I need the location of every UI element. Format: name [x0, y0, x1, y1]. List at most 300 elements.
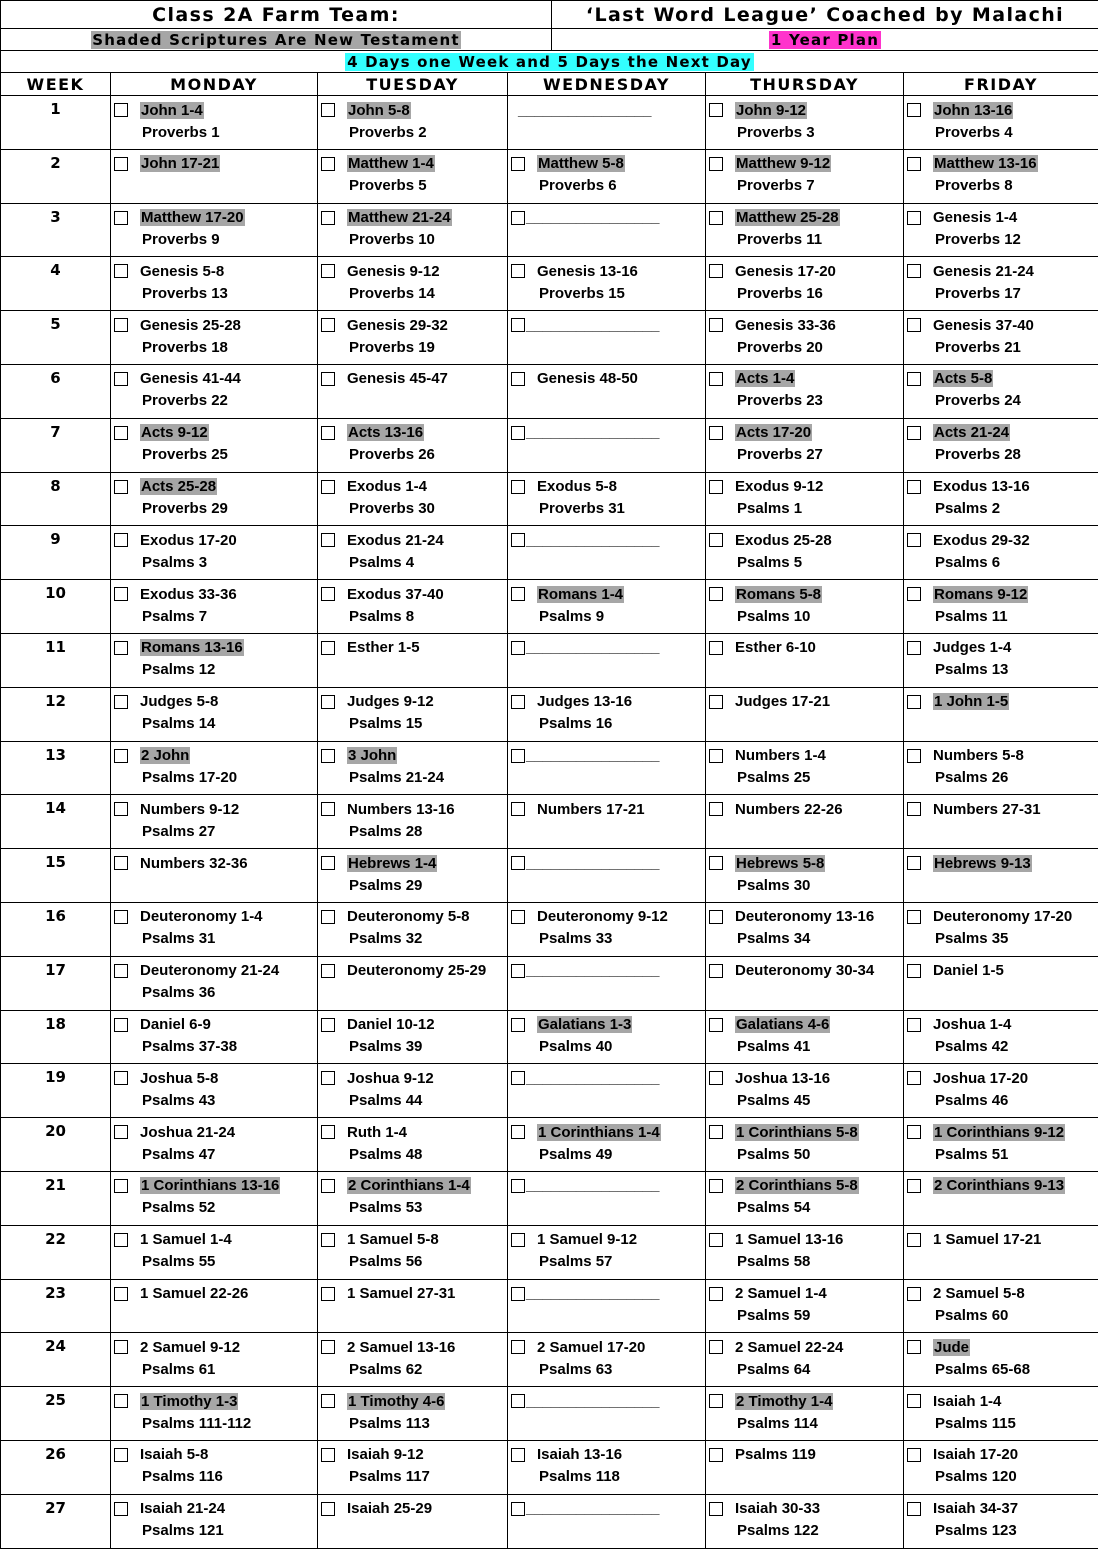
wisdom-reading: Proverbs 8: [904, 175, 1098, 197]
reading-checkbox[interactable]: [907, 1502, 921, 1516]
scripture-reading: Isaiah 17-20: [933, 1446, 1018, 1463]
scripture-reading: Esther 1-5: [347, 639, 420, 656]
col-week: WEEK: [1, 73, 111, 96]
reading-checkbox[interactable]: [907, 641, 921, 655]
reading-checkbox[interactable]: [511, 802, 525, 816]
day-cell: [904, 472, 1098, 526]
wisdom-reading: [111, 874, 317, 896]
scripture-reading: Daniel 1-5: [933, 962, 1004, 979]
week-number: 16: [1, 902, 111, 956]
day-cell: [318, 902, 508, 956]
scripture-reading: 2 John: [140, 747, 190, 764]
reading-checkbox[interactable]: [321, 1448, 335, 1462]
reading-checkbox[interactable]: [709, 1018, 723, 1032]
wisdom-reading: Psalms 12: [111, 659, 317, 681]
scripture-reading: Genesis 17-20: [735, 263, 836, 280]
wisdom-reading: Psalms 15: [318, 713, 507, 735]
scripture-reading: Daniel 6-9: [140, 1016, 211, 1033]
reading-checkbox[interactable]: [114, 1233, 128, 1247]
reading-checkbox[interactable]: [511, 480, 525, 494]
wisdom-reading: Psalms 117: [318, 1466, 507, 1488]
reading-checkbox[interactable]: [907, 426, 921, 440]
reading-checkbox[interactable]: [511, 856, 525, 870]
reading-checkbox[interactable]: [114, 695, 128, 709]
reading-checkbox[interactable]: [321, 910, 335, 924]
scripture-reading: Joshua 21-24: [140, 1124, 235, 1141]
reading-checkbox[interactable]: [114, 157, 128, 171]
reading-checkbox[interactable]: [321, 1233, 335, 1247]
wisdom-reading: Psalms 116: [111, 1466, 317, 1488]
wisdom-reading: Psalms 62: [318, 1358, 507, 1380]
scripture-reading: Isaiah 25-29: [347, 1500, 432, 1517]
reading-checkbox[interactable]: [114, 103, 128, 117]
reading-checkbox[interactable]: [907, 802, 921, 816]
reading-checkbox[interactable]: [709, 1287, 723, 1301]
wisdom-reading: Proverbs 24: [904, 390, 1098, 412]
reading-checkbox[interactable]: [321, 856, 335, 870]
no-reading-line: ________________: [526, 532, 659, 549]
reading-checkbox[interactable]: [114, 264, 128, 278]
reading-checkbox[interactable]: [511, 1448, 525, 1462]
reading-checkbox[interactable]: [114, 1287, 128, 1301]
day-cell: [111, 1064, 318, 1118]
scripture-reading: 2 Samuel 5-8: [933, 1285, 1025, 1302]
scripture-reading: Galatians 1-3: [537, 1016, 632, 1033]
reading-checkbox[interactable]: [114, 1502, 128, 1516]
day-cell: [111, 633, 318, 687]
wisdom-reading: Psalms 53: [318, 1197, 507, 1219]
day-cell: [318, 364, 508, 418]
scripture-reading: Isaiah 5-8: [140, 1446, 208, 1463]
reading-checkbox[interactable]: [511, 1018, 525, 1032]
reading-checkbox[interactable]: [321, 264, 335, 278]
reading-checkbox[interactable]: [511, 1179, 525, 1193]
wisdom-reading: Proverbs 14: [318, 282, 507, 304]
reading-checkbox[interactable]: [511, 910, 525, 924]
wisdom-reading: Proverbs 10: [318, 229, 507, 251]
schedule-body: [1, 96, 1098, 1549]
week-number: 4: [1, 257, 111, 311]
reading-checkbox[interactable]: [114, 318, 128, 332]
no-reading-line: ________________: [526, 424, 659, 441]
reading-checkbox[interactable]: [321, 1287, 335, 1301]
reading-checkbox[interactable]: [709, 318, 723, 332]
day-cell: [706, 1333, 904, 1387]
reading-checkbox[interactable]: [907, 1179, 921, 1193]
scripture-reading: Matthew 25-28: [735, 209, 840, 226]
day-cell: [318, 633, 508, 687]
reading-checkbox[interactable]: [321, 480, 335, 494]
reading-checkbox[interactable]: [321, 426, 335, 440]
wisdom-reading: Proverbs 9: [111, 229, 317, 251]
reading-checkbox[interactable]: [321, 695, 335, 709]
reading-checkbox[interactable]: [114, 1125, 128, 1139]
scripture-reading: Matthew 5-8: [537, 155, 625, 172]
scripture-reading: Genesis 13-16: [537, 263, 638, 280]
reading-checkbox[interactable]: [114, 426, 128, 440]
reading-checkbox[interactable]: [709, 372, 723, 386]
wisdom-reading: Psalms 47: [111, 1143, 317, 1165]
reading-checkbox[interactable]: [321, 802, 335, 816]
reading-checkbox[interactable]: [511, 964, 525, 978]
reading-checkbox[interactable]: [709, 641, 723, 655]
wisdom-reading: [508, 390, 705, 412]
reading-checkbox[interactable]: [321, 749, 335, 763]
wisdom-reading: Proverbs 13: [111, 282, 317, 304]
reading-checkbox[interactable]: [114, 1071, 128, 1085]
reading-checkbox[interactable]: [511, 1071, 525, 1085]
wisdom-reading: Psalms 21-24: [318, 767, 507, 789]
reading-checkbox[interactable]: [709, 695, 723, 709]
reading-checkbox[interactable]: [709, 211, 723, 225]
reading-checkbox[interactable]: [709, 1502, 723, 1516]
scripture-reading: Deuteronomy 25-29: [347, 962, 486, 979]
week-row: [1, 1494, 1098, 1548]
reading-checkbox[interactable]: [321, 1340, 335, 1354]
scripture-reading: Numbers 1-4: [735, 747, 826, 764]
col-monday: MONDAY: [111, 73, 318, 96]
week-row: [1, 1387, 1098, 1441]
day-cell: [706, 257, 904, 311]
wisdom-reading: Proverbs 27: [706, 444, 903, 466]
scripture-reading: Ruth 1-4: [347, 1124, 407, 1141]
reading-checkbox[interactable]: [114, 1448, 128, 1462]
reading-checkbox[interactable]: [114, 641, 128, 655]
reading-checkbox[interactable]: [709, 1394, 723, 1408]
wisdom-reading: [706, 1466, 903, 1488]
wisdom-reading: Proverbs 30: [318, 498, 507, 520]
reading-checkbox[interactable]: [709, 157, 723, 171]
scripture-reading: Romans 9-12: [933, 586, 1028, 603]
day-cell: [706, 472, 904, 526]
col-wednesday: WEDNESDAY: [508, 73, 706, 96]
wisdom-reading: Psalms 11: [904, 605, 1098, 627]
scripture-reading: Genesis 25-28: [140, 317, 241, 334]
no-reading-line: ________________: [526, 1070, 659, 1087]
wisdom-reading: [706, 820, 903, 842]
reading-checkbox[interactable]: [321, 372, 335, 386]
scripture-reading: Exodus 1-4: [347, 478, 427, 495]
reading-checkbox[interactable]: [511, 1287, 525, 1301]
reading-checkbox[interactable]: [321, 1179, 335, 1193]
reading-checkbox[interactable]: [511, 1233, 525, 1247]
reading-checkbox[interactable]: [709, 1125, 723, 1139]
reading-checkbox[interactable]: [709, 480, 723, 494]
wisdom-reading: Psalms 49: [508, 1143, 705, 1165]
reading-checkbox[interactable]: [114, 1340, 128, 1354]
scripture-reading: Psalms 119: [735, 1446, 816, 1463]
day-cell: [111, 257, 318, 311]
wisdom-reading: Psalms 120: [904, 1466, 1098, 1488]
reading-checkbox[interactable]: [907, 1018, 921, 1032]
reading-checkbox[interactable]: [511, 264, 525, 278]
reading-checkbox[interactable]: [907, 1448, 921, 1462]
wisdom-reading: [904, 1197, 1098, 1219]
reading-checkbox[interactable]: [511, 372, 525, 386]
scripture-reading: Judges 13-16: [537, 693, 632, 710]
day-cell: [904, 633, 1098, 687]
day-cell: [111, 418, 318, 472]
day-cell: [318, 1333, 508, 1387]
reading-checkbox[interactable]: [907, 372, 921, 386]
reading-checkbox[interactable]: [321, 1071, 335, 1085]
reading-checkbox[interactable]: [511, 641, 525, 655]
day-cell: [706, 633, 904, 687]
reading-checkbox[interactable]: [907, 1394, 921, 1408]
reading-checkbox[interactable]: [709, 264, 723, 278]
reading-checkbox[interactable]: [114, 1179, 128, 1193]
reading-checkbox[interactable]: [511, 1394, 525, 1408]
wisdom-reading: Psalms 59: [706, 1305, 903, 1327]
reading-checkbox[interactable]: [907, 264, 921, 278]
reading-checkbox[interactable]: [511, 1502, 525, 1516]
wisdom-reading: Psalms 31: [111, 928, 317, 950]
day-cell: [904, 203, 1098, 257]
day-cell: [318, 1118, 508, 1172]
reading-checkbox[interactable]: [511, 1125, 525, 1139]
reading-checkbox[interactable]: [907, 1340, 921, 1354]
reading-checkbox[interactable]: [907, 856, 921, 870]
scripture-reading: John 9-12: [735, 102, 807, 119]
day-cell: [508, 1171, 706, 1225]
scripture-reading: 1 Corinthians 5-8: [735, 1124, 859, 1141]
scripture-reading: Acts 9-12: [140, 424, 209, 441]
scripture-reading: Exodus 33-36: [140, 586, 237, 603]
day-cell: [111, 526, 318, 580]
reading-checkbox[interactable]: [709, 1233, 723, 1247]
scripture-reading: Romans 1-4: [537, 586, 624, 603]
scripture-reading: 1 Samuel 1-4: [140, 1231, 232, 1248]
wisdom-reading: Psalms 10: [706, 605, 903, 627]
day-cell: [706, 1064, 904, 1118]
reading-checkbox[interactable]: [511, 587, 525, 601]
scripture-reading: Genesis 33-36: [735, 317, 836, 334]
scripture-reading: Deuteronomy 30-34: [735, 962, 874, 979]
wisdom-reading: Proverbs 11: [706, 229, 903, 251]
reading-checkbox[interactable]: [321, 587, 335, 601]
scripture-reading: 2 Samuel 22-24: [735, 1339, 843, 1356]
scripture-reading: Judges 1-4: [933, 639, 1011, 656]
reading-checkbox[interactable]: [114, 1394, 128, 1408]
wisdom-reading: [904, 874, 1098, 896]
reading-checkbox[interactable]: [907, 211, 921, 225]
wisdom-reading: Proverbs 5: [318, 175, 507, 197]
reading-checkbox[interactable]: [709, 802, 723, 816]
reading-checkbox[interactable]: [511, 1340, 525, 1354]
reading-checkbox[interactable]: [114, 749, 128, 763]
reading-checkbox[interactable]: [321, 1125, 335, 1139]
scripture-reading: Acts 5-8: [933, 370, 993, 387]
scripture-reading: Isaiah 30-33: [735, 1500, 820, 1517]
reading-checkbox[interactable]: [907, 1287, 921, 1301]
reading-checkbox[interactable]: [511, 211, 525, 225]
reading-checkbox[interactable]: [321, 533, 335, 547]
day-cell: [111, 364, 318, 418]
week-row: [1, 1279, 1098, 1333]
reading-checkbox[interactable]: [114, 1018, 128, 1032]
day-cell: [111, 956, 318, 1010]
day-cell: [508, 1494, 706, 1548]
reading-checkbox[interactable]: [321, 641, 335, 655]
reading-checkbox[interactable]: [709, 587, 723, 601]
day-cell: [706, 526, 904, 580]
reading-checkbox[interactable]: [907, 695, 921, 709]
wisdom-reading: Psalms 7: [111, 605, 317, 627]
reading-checkbox[interactable]: [907, 103, 921, 117]
week-row: [1, 633, 1098, 687]
reading-checkbox[interactable]: [114, 964, 128, 978]
wisdom-reading: Psalms 35: [904, 928, 1098, 950]
reading-checkbox[interactable]: [321, 157, 335, 171]
scripture-reading: 1 Samuel 22-26: [140, 1285, 248, 1302]
reading-checkbox[interactable]: [907, 964, 921, 978]
reading-checkbox[interactable]: [321, 318, 335, 332]
wisdom-reading: Psalms 39: [318, 1036, 507, 1058]
reading-checkbox[interactable]: [907, 1071, 921, 1085]
wisdom-reading: Psalms 55: [111, 1251, 317, 1273]
scripture-reading: Deuteronomy 1-4: [140, 908, 263, 925]
day-cell: [904, 956, 1098, 1010]
day-cell: [706, 956, 904, 1010]
reading-checkbox[interactable]: [114, 802, 128, 816]
reading-checkbox[interactable]: [709, 856, 723, 870]
day-cell: [706, 795, 904, 849]
reading-checkbox[interactable]: [321, 964, 335, 978]
reading-checkbox[interactable]: [511, 157, 525, 171]
reading-checkbox[interactable]: [114, 587, 128, 601]
reading-checkbox[interactable]: [511, 749, 525, 763]
week-row: [1, 149, 1098, 203]
reading-checkbox[interactable]: [709, 1071, 723, 1085]
reading-checkbox[interactable]: [114, 910, 128, 924]
reading-checkbox[interactable]: [114, 211, 128, 225]
reading-checkbox[interactable]: [907, 749, 921, 763]
day-cell: [318, 956, 508, 1010]
wisdom-reading: Psalms 61: [111, 1358, 317, 1380]
day-cell: [706, 311, 904, 365]
reading-checkbox[interactable]: [709, 1340, 723, 1354]
reading-checkbox[interactable]: [321, 211, 335, 225]
wisdom-reading: Proverbs 31: [508, 498, 705, 520]
reading-checkbox[interactable]: [709, 426, 723, 440]
wisdom-reading: Psalms 60: [904, 1305, 1098, 1327]
week-number: 22: [1, 1225, 111, 1279]
week-row: [1, 472, 1098, 526]
scripture-reading: 1 John 1-5: [933, 693, 1009, 710]
reading-checkbox[interactable]: [511, 695, 525, 709]
reading-schedule: [0, 72, 1098, 1549]
reading-checkbox[interactable]: [907, 157, 921, 171]
reading-checkbox[interactable]: [907, 587, 921, 601]
reading-checkbox[interactable]: [907, 1233, 921, 1247]
reading-checkbox[interactable]: [511, 533, 525, 547]
wisdom-reading: Psalms 33: [508, 928, 705, 950]
reading-checkbox[interactable]: [709, 749, 723, 763]
scripture-reading: Genesis 37-40: [933, 317, 1034, 334]
col-tuesday: TUESDAY: [318, 73, 508, 96]
scripture-reading: Deuteronomy 13-16: [735, 908, 874, 925]
week-number: 2: [1, 149, 111, 203]
scripture-reading: Deuteronomy 21-24: [140, 962, 279, 979]
scripture-reading: Matthew 21-24: [347, 209, 452, 226]
wisdom-reading: Psalms 6: [904, 551, 1098, 573]
reading-checkbox[interactable]: [907, 318, 921, 332]
scripture-reading: Acts 1-4: [735, 370, 795, 387]
reading-checkbox[interactable]: [321, 1394, 335, 1408]
week-number: 17: [1, 956, 111, 1010]
column-headers: [1, 73, 1098, 96]
reading-checkbox[interactable]: [321, 1018, 335, 1032]
reading-checkbox[interactable]: [907, 533, 921, 547]
day-cell: [508, 526, 706, 580]
scripture-reading: 1 Samuel 5-8: [347, 1231, 439, 1248]
wisdom-reading: Psalms 34: [706, 928, 903, 950]
reading-checkbox[interactable]: [321, 1502, 335, 1516]
week-row: [1, 1010, 1098, 1064]
scripture-reading: John 1-4: [140, 102, 204, 119]
reading-checkbox[interactable]: [907, 910, 921, 924]
scripture-reading: 1 Corinthians 13-16: [140, 1177, 280, 1194]
reading-checkbox[interactable]: [511, 318, 525, 332]
wisdom-reading: Proverbs 16: [706, 282, 903, 304]
wisdom-reading: Psalms 123: [904, 1520, 1098, 1542]
reading-checkbox[interactable]: [321, 103, 335, 117]
scripture-reading: 1 Corinthians 1-4: [537, 1124, 661, 1141]
wisdom-reading: Proverbs 15: [508, 282, 705, 304]
scripture-reading: Isaiah 9-12: [347, 1446, 424, 1463]
week-number: 14: [1, 795, 111, 849]
scripture-reading: John 17-21: [140, 155, 220, 172]
wisdom-reading: Psalms 13: [904, 659, 1098, 681]
wisdom-reading: Proverbs 6: [508, 175, 705, 197]
reading-checkbox[interactable]: [709, 533, 723, 547]
wisdom-reading: Psalms 27: [111, 820, 317, 842]
reading-checkbox[interactable]: [709, 964, 723, 978]
reading-checkbox[interactable]: [114, 533, 128, 547]
reading-checkbox[interactable]: [907, 1125, 921, 1139]
reading-checkbox[interactable]: [709, 1179, 723, 1193]
wisdom-reading: Psalms 58: [706, 1251, 903, 1273]
col-friday: FRIDAY: [904, 73, 1098, 96]
scripture-reading: Exodus 5-8: [537, 478, 617, 495]
day-cell: [706, 96, 904, 150]
reading-checkbox[interactable]: [114, 480, 128, 494]
reading-checkbox[interactable]: [511, 426, 525, 440]
day-cell: [318, 1064, 508, 1118]
wisdom-reading: Psalms 118: [508, 1466, 705, 1488]
no-reading-line: ________________: [526, 1500, 659, 1517]
reading-checkbox[interactable]: [114, 856, 128, 870]
day-cell: [111, 1118, 318, 1172]
reading-checkbox[interactable]: [709, 1448, 723, 1462]
day-cell: [508, 96, 706, 150]
reading-checkbox[interactable]: [114, 372, 128, 386]
week-row: [1, 795, 1098, 849]
wisdom-reading: Psalms 56: [318, 1251, 507, 1273]
wisdom-reading: Proverbs 17: [904, 282, 1098, 304]
no-reading-line: ________________: [526, 1285, 659, 1302]
day-cell: [904, 526, 1098, 580]
scripture-reading: 2 Samuel 13-16: [347, 1339, 455, 1356]
week-number: 19: [1, 1064, 111, 1118]
reading-checkbox[interactable]: [907, 480, 921, 494]
reading-checkbox[interactable]: [709, 103, 723, 117]
scripture-reading: Joshua 13-16: [735, 1070, 830, 1087]
reading-checkbox[interactable]: [709, 910, 723, 924]
no-reading-line: ________________: [526, 317, 659, 334]
scripture-reading: 2 Timothy 1-4: [735, 1393, 833, 1410]
week-number: 5: [1, 311, 111, 365]
